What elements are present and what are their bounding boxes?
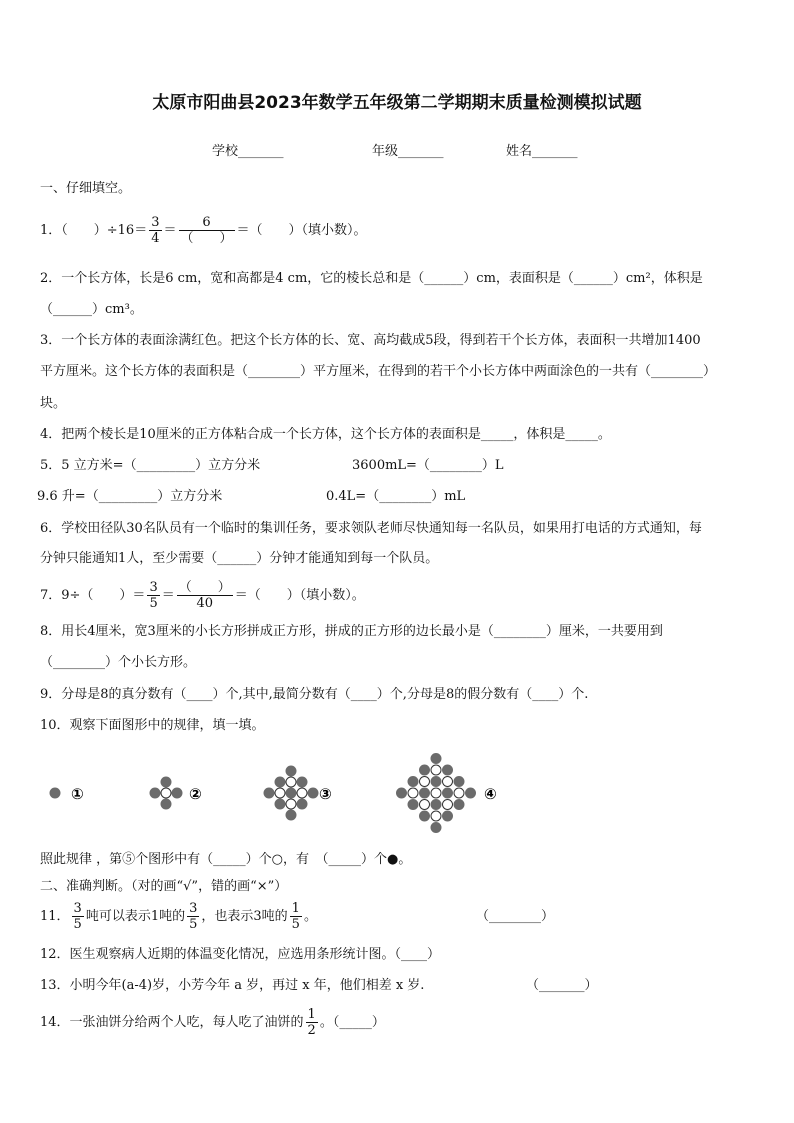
hollow-dot: [420, 777, 430, 787]
filled-dot: [431, 800, 441, 810]
pattern-figure-3: [264, 766, 318, 820]
pattern-label-3: ③: [319, 785, 332, 803]
school-field[interactable]: 学校_______: [212, 144, 284, 159]
filled-dot: [275, 799, 285, 809]
question-10-followup: 照此规律 ，第⑤个图形中有（_____）个○，有 （_____）个●。: [40, 852, 412, 867]
filled-dot: [297, 777, 307, 787]
filled-dot: [286, 810, 296, 820]
hollow-dot: [431, 811, 441, 821]
filled-dot: [297, 799, 307, 809]
filled-dot: [397, 788, 407, 798]
filled-dot: [172, 788, 182, 798]
question-8-line-2: （________）个小长方形。: [40, 655, 197, 670]
section-1-heading: 一、仔细填空。: [40, 181, 132, 196]
hollow-dot: [443, 800, 453, 810]
question-14: 14．一张油饼分给两个人吃，每人吃了油饼的 $\frac{1}{2}$ 。（_____）: [40, 1007, 385, 1038]
filled-dot: [408, 777, 418, 787]
hollow-dot: [431, 788, 441, 798]
hollow-dot: [420, 800, 430, 810]
q1-text-b: ＝（ ）（填小数）。: [236, 223, 367, 238]
q13-answer-blank[interactable]: （_______）: [526, 978, 598, 993]
pattern-figure-4: [397, 754, 476, 833]
question-4: 4．把两个棱长是10厘米的正方体粘合成一个长方体，这个长方体的表面积是_____，体积是_____。: [40, 427, 611, 442]
q11-answer-blank[interactable]: （________）: [476, 909, 555, 924]
hollow-dot: [286, 777, 296, 787]
q11-fraction-3: $\frac{1}{5}$: [291, 901, 300, 932]
question-3-line-2: 平方厘米。这个长方体的表面积是（________）平方厘米，在得到的若干个小长方体中两面涂色的一共有（________）: [40, 364, 717, 379]
filled-dot: [443, 811, 453, 821]
question-13: 13．小明今年(a-4)岁，小芳今年 a 岁，再过 x 年，他们相差 x 岁.: [40, 978, 425, 993]
question-5-b: 3600mL=（________）L: [352, 458, 504, 473]
q7-fraction-2: $\frac{( )}{40}$: [178, 580, 231, 611]
q11-fraction-1: $\frac{3}{5}$: [73, 901, 82, 932]
question-5-a: 5．5 立方米=（_________）立方分米: [40, 458, 261, 473]
filled-dot: [443, 765, 453, 775]
question-3-line-3: 块。: [40, 396, 67, 411]
q14-fraction: $\frac{1}{2}$: [307, 1007, 316, 1038]
filled-dot: [431, 754, 441, 764]
question-5-d: 0.4L=（________）mL: [326, 489, 466, 504]
filled-dot: [161, 799, 171, 809]
question-10: 10．观察下面图形中的规律，填一填。: [40, 718, 265, 733]
pattern-label-2: ②: [189, 785, 202, 803]
pattern-figure-1: [50, 788, 60, 798]
q1-fraction-1: $\frac{3}{4}$: [151, 215, 160, 246]
q11-fraction-2: $\frac{3}{5}$: [189, 901, 198, 932]
question-7: 7．9÷（ ）＝ $\frac{3}{5}$ ＝ $\frac{( )}{40}$ ＝（ ）（填小数）。: [40, 580, 365, 611]
hollow-dot: [161, 788, 171, 798]
filled-dot: [466, 788, 476, 798]
filled-dot: [431, 777, 441, 787]
hollow-dot: [443, 777, 453, 787]
question-12: 12．医生观察病人近期的体温变化情况，应选用条形统计图。（____）: [40, 947, 441, 962]
hollow-dot: [431, 765, 441, 775]
filled-dot: [454, 800, 464, 810]
q7-text-a: 7．9÷（ ）＝: [40, 588, 146, 603]
hollow-dot: [286, 799, 296, 809]
filled-dot: [431, 823, 441, 833]
q7-fraction-1: $\frac{3}{5}$: [149, 580, 158, 611]
question-6-line-1: 6．学校田径队30名队员有一个临时的集训任务，要求领队老师尽快通知每一名队员，如果用打电话的方式通知，每: [40, 521, 702, 536]
filled-dot: [454, 777, 464, 787]
hollow-dot: [275, 788, 285, 798]
filled-dot: [443, 788, 453, 798]
question-8-line-1: 8．用长4厘米，宽3厘米的小长方形拼成正方形，拼成的正方形的边长最小是（________）厘米，一共要用到: [40, 624, 663, 639]
q1-text-a: 1．（ ）÷16＝: [40, 223, 148, 238]
pattern-label-1: ①: [71, 785, 84, 803]
question-2-line-1: 2．一个长方体，长是6 cm，宽和高都是4 cm，它的棱长总和是（______）cm，表面积是（______）cm²，体积是: [40, 271, 703, 286]
pattern-label-4: ④: [484, 785, 497, 803]
question-9: 9．分母是8的真分数有（____）个,其中,最简分数有（____）个,分母是8的假分数有（____）个.: [40, 687, 589, 702]
q7-text-b: ＝（ ）（填小数）。: [234, 588, 365, 603]
pattern-figure-2: [150, 777, 182, 809]
filled-dot: [308, 788, 318, 798]
hollow-dot: [297, 788, 307, 798]
question-5-c: 9.6 升=（_________）立方分米: [37, 489, 223, 504]
question-6-line-2: 分钟只能通知1人，至少需要（______）分钟才能通知到每一个队员。: [40, 551, 439, 566]
question-3-line-1: 3．一个长方体的表面涂满红色。把这个长方体的长、宽、高均截成5段，得到若干个长方体，表面积一共增加1400: [40, 333, 701, 348]
filled-dot: [286, 766, 296, 776]
filled-dot: [161, 777, 171, 787]
page-title: 太原市阳曲县2023年数学五年级第二学期期末质量检测模拟试题: [152, 93, 642, 113]
question-1: 1．（ ）÷16＝ $\frac{3}{4}$ ＝ $\frac{6}{( )}$ ＝（ ）（填小数）。: [40, 215, 367, 246]
section-2-heading: 二、准确判断。（对的画“√”，错的画“×”）: [40, 879, 288, 894]
filled-dot: [264, 788, 274, 798]
filled-dot: [150, 788, 160, 798]
question-11: 11． $\frac{3}{5}$ 吨可以表示1吨的 $\frac{3}{5}$ ，也表示3吨的 $\frac{1}{5}$ 。: [40, 901, 317, 932]
name-field[interactable]: 姓名_______: [506, 144, 578, 159]
filled-dot: [420, 788, 430, 798]
hollow-dot: [454, 788, 464, 798]
grade-field[interactable]: 年级_______: [372, 144, 444, 159]
filled-dot: [420, 765, 430, 775]
filled-dot: [408, 800, 418, 810]
filled-dot: [286, 788, 296, 798]
q1-fraction-2: $\frac{6}{( )}$: [180, 215, 233, 246]
filled-dot: [50, 788, 60, 798]
question-2-line-2: （______）cm³。: [40, 302, 143, 317]
filled-dot: [420, 811, 430, 821]
filled-dot: [275, 777, 285, 787]
hollow-dot: [408, 788, 418, 798]
